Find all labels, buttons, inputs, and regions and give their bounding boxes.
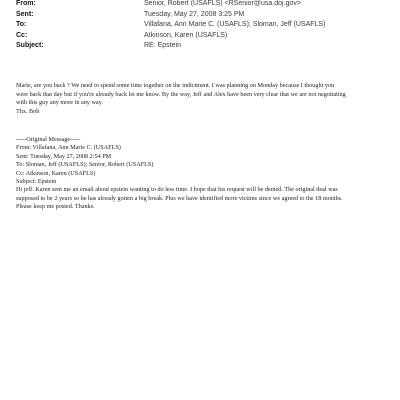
reply-paragraph (16, 82, 376, 108)
reply-line: with this guy any more in any way. (16, 99, 103, 107)
subject-label: Subject: (16, 42, 44, 49)
from-row (16, 0, 396, 11)
original-from: From: Villafana, Ann Marie C. (USAFLS) (16, 144, 121, 151)
signoff (16, 108, 376, 117)
original-body-line: Hi jeff. Karen sent me an email about epstein wanting to do less time. I hope that his request will be denied. The original deal was (16, 186, 338, 193)
from-label: From: (16, 0, 36, 7)
reply-line: were back that day but if you're already back let me know. By the way, Jeff and Alex have been very clear that we are not negotiating (16, 90, 346, 98)
separator-text: -----Original Message----- (16, 136, 81, 143)
original-message-header (16, 144, 376, 187)
to-value: Villafana, Ann Marie C. (USAFLS); Sloman, Jeff (USAFLS) (144, 21, 326, 28)
from-value: Senior, Robert (USAFLS) <RSenior@usa.doj.gov> (144, 0, 301, 7)
to-label: To: (16, 21, 27, 28)
sent-label: Sent: (16, 10, 34, 18)
cc-label: Cc: (16, 31, 28, 39)
original-body-line: Please keep me posted. Thanks. (16, 203, 95, 211)
original-subject: Subject: Epstein (16, 178, 57, 186)
reply-line: Marie, are you back ? We need to spend some time together on the indictment. I was planning on Monday because I thought you (16, 82, 335, 89)
cc-row (16, 32, 396, 43)
subject-row (16, 42, 396, 53)
signoff-text: Thx. Bob (16, 108, 40, 115)
original-to: To: Sloman, Jeff (USAFLS); Senior, Robert (USAFLS) (16, 161, 154, 169)
sent-value: Tuesday, May 27, 2008 3:25 PM (144, 10, 245, 18)
to-row (16, 21, 396, 32)
cc-value: Atkinson, Karen (USAFLS) (144, 31, 228, 39)
original-body-line: supposed to be 2 years so he has already gotten a big break. Plus we have identified more victims since we agreed to the 18 months. (16, 194, 343, 202)
sent-row (16, 11, 396, 22)
original-cc: Cc: Atkinson, Karen (USAFLS) (16, 169, 96, 177)
original-sent: Sent: Tuesday, May 27, 2008 2:54 PM (16, 152, 112, 160)
email-header (16, 0, 396, 53)
original-message-body (16, 186, 376, 212)
subject-value: RE: Epstein (144, 42, 181, 49)
